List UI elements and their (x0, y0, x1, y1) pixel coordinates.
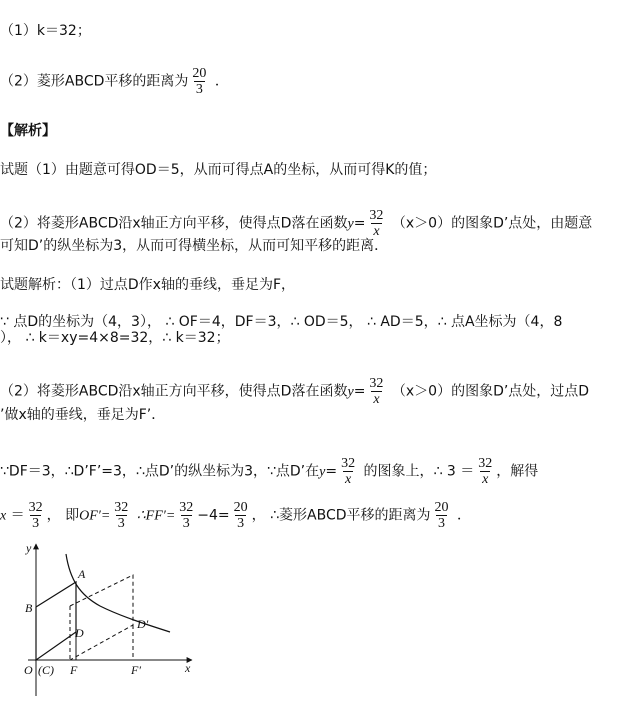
label-a: A (78, 567, 86, 581)
frac-denominator: x (482, 472, 489, 487)
frac-numerator: 32 (28, 500, 43, 515)
label-f: F (70, 663, 78, 677)
frac-denominator: 3 (32, 516, 40, 531)
fraction-32-3-3 (177, 500, 195, 531)
ff-prime: ∴FF′= (136, 508, 176, 524)
frac-numerator: 20 (192, 66, 207, 81)
equals: ＝ (10, 507, 25, 524)
answer-2-text: （2）菱形ABCD平移的距离为 (0, 73, 189, 90)
solution-line-7-b: ， 即 (46, 507, 80, 524)
solution-line-7-e: ， ∴菱形ABCD平移的距离为 (251, 507, 431, 524)
solution-line-4-a: （2）将菱形ABCD沿x轴正方向平移，使得点D落在函数 (0, 383, 348, 400)
solution-line-4 (0, 376, 589, 407)
label-b: B (25, 601, 33, 615)
frac-denominator: x (373, 392, 380, 407)
fraction-32-3 (27, 500, 45, 531)
frac-numerator: 32 (478, 456, 493, 471)
answer-2-end: ． (214, 73, 229, 90)
frac-numerator: 32 (369, 376, 384, 391)
equals: = (353, 215, 366, 232)
rhombus-figure (0, 540, 200, 700)
analysis-line-2-b: （x＞0）的图象D’点处，由题意 (391, 215, 593, 232)
label-f-prime: F′ (131, 663, 141, 677)
frac-numerator: 20 (434, 500, 449, 515)
analysis-line-1: 试题（1）由题意可得OD＝5，从而可得点A的坐标，从而可得K的值； (0, 162, 437, 178)
solution-line-3: ）， ∴ k＝xy=4×8=32，∴ k＝32； (0, 330, 230, 346)
solution-line-4-b: （x＞0）的图象D’点处，过点D (391, 383, 590, 400)
frac-denominator: 3 (438, 516, 446, 531)
answer-1: （1）k＝32； (0, 23, 91, 39)
var-y: y (347, 384, 354, 400)
frac-denominator: x (373, 224, 380, 239)
frac-numerator: 32 (179, 500, 194, 515)
label-y: y (26, 541, 32, 555)
analysis-line-3: 可知D’的纵坐标为3，从而可得横坐标，从而可知平移的距离． (0, 238, 389, 254)
equals: = (353, 383, 366, 400)
frac-numerator: 32 (341, 456, 356, 471)
fraction-32-x (367, 376, 385, 407)
solution-line-7-f: ． (456, 507, 471, 524)
label-o: O (24, 663, 33, 677)
solution-line-1: 试题解析：（1）过点D作x轴的垂线，垂足为F， (0, 277, 296, 293)
analysis-heading: 【解析】 (0, 123, 56, 139)
solution-line-6-a: ∵DF＝3，∴D’F’=3，∴点D’的纵坐标为3，∵点D’在 (0, 463, 320, 480)
frac-numerator: 32 (114, 500, 129, 515)
answer-2 (0, 66, 229, 97)
equals: = (325, 463, 338, 480)
label-d-prime: D′ (137, 617, 149, 631)
frac-denominator: x (344, 472, 352, 487)
frac-denominator: 3 (237, 516, 245, 531)
frac-numerator: 20 (233, 500, 248, 515)
label-d: D (75, 626, 84, 640)
solution-line-6 (0, 456, 538, 487)
solution-line-5: ’做x轴的垂线，垂足为F’． (0, 407, 166, 423)
analysis-line-2-a: （2）将菱形ABCD沿x轴正方向平移，使得点D落在函数 (0, 215, 348, 232)
minus-four: −4= (197, 507, 230, 524)
fraction-20-3-2 (433, 500, 451, 531)
fraction-32-x-2 (476, 456, 494, 487)
fraction-32-3-2 (112, 500, 130, 531)
label-x: x (185, 661, 191, 675)
of-prime: OF′= (79, 508, 111, 524)
hyperbola-curve (66, 554, 170, 632)
frac-denominator: 3 (182, 516, 190, 531)
frac-denominator: 3 (117, 516, 125, 531)
label-c: (C) (38, 663, 54, 677)
solution-line-6-c: ，解得 (496, 463, 539, 480)
answer-2-fraction (190, 66, 208, 97)
var-x: x (0, 508, 7, 524)
analysis-line-2 (0, 208, 592, 239)
fraction-32-x (367, 208, 385, 239)
frac-numerator: 32 (369, 208, 384, 223)
fraction-32-x (339, 456, 357, 487)
var-y: y (347, 216, 354, 232)
translated-rhombus (70, 575, 133, 660)
frac-denominator: 3 (195, 82, 203, 97)
fraction-20-3 (232, 500, 250, 531)
solution-line-6-b: 的图象上，∴ 3 ＝ (363, 463, 475, 480)
var-y: y (319, 464, 326, 480)
solution-line-7 (0, 500, 471, 531)
solution-line-2: ∵ 点D的坐标为（4，3）， ∴ OF＝4，DF＝3，∴ OD＝5， ∴ AD＝5，∴ 点A坐标为（4，8 (0, 314, 563, 330)
